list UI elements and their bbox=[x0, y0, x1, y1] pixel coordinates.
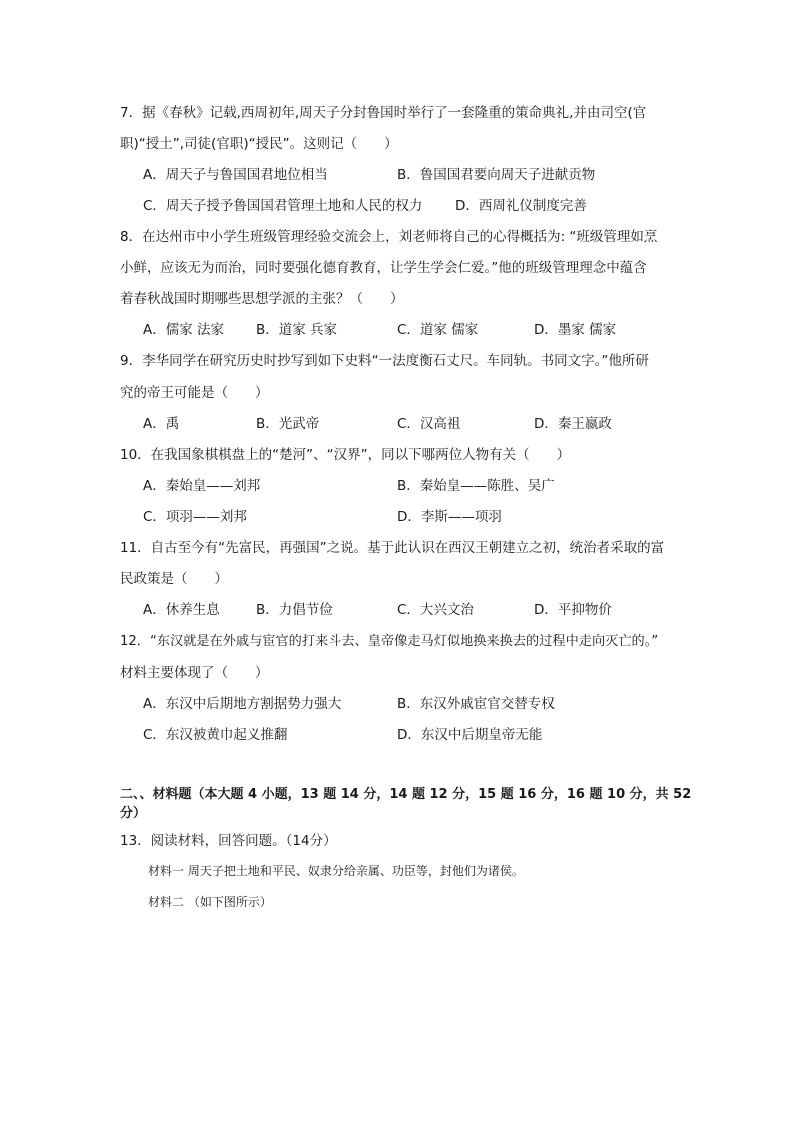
q9-stem-line1: 9．李华同学在研究历史时抄写到如下史料“一法度衡石丈尺。车同轨。书同文字。”他所研 bbox=[120, 353, 649, 369]
q11-option-c: C．大兴文治 bbox=[397, 602, 474, 618]
q9-option-c: C．汉高祖 bbox=[397, 416, 461, 432]
q13-title: 13．阅读材料，回答问题。（14分） bbox=[120, 833, 337, 849]
q7-option-b: B．鲁国国君要向周天子进献贡物 bbox=[397, 167, 596, 183]
q7-stem-line2: 职)“授土”,司徒(官职)“授民”。这则记（ ） bbox=[120, 136, 398, 152]
q10-option-a: A．秦始皇——刘邦 bbox=[143, 478, 261, 494]
q8-option-b: B．道家 兵家 bbox=[256, 322, 338, 338]
q11-option-d: D．平抑物价 bbox=[534, 602, 612, 618]
q11-option-b: B．力倡节俭 bbox=[256, 602, 333, 618]
q12-option-b: B．东汉外戚宦官交替专权 bbox=[397, 696, 555, 712]
q12-option-a: A．东汉中后期地方割据势力强大 bbox=[143, 696, 342, 712]
q8-option-d: D．墨家 儒家 bbox=[534, 322, 617, 338]
q12-option-c: C．东汉被黄巾起义推翻 bbox=[143, 727, 288, 743]
q9-stem-line2: 究的帝王可能是（ ） bbox=[120, 385, 269, 401]
q11-stem-line2: 民政策是（ ） bbox=[120, 571, 228, 587]
q12-option-d: D．东汉中后期皇帝无能 bbox=[397, 727, 543, 743]
q8-option-a: A．儒家 法家 bbox=[143, 322, 225, 338]
q7-option-a: A．周天子与鲁国国君地位相当 bbox=[143, 167, 328, 183]
q7-stem-line1: 7．据《春秋》记载,西周初年,周天子分封鲁国时举行了一套隆重的策命典礼,并由司空(官 bbox=[120, 105, 647, 121]
q10-option-d: D．李斯——项羽 bbox=[397, 509, 502, 525]
q8-stem-line2: 小鲜，应该无为而治，同时要强化德育教育，让学生学会仁爱。”他的班级管理理念中蕴含 bbox=[120, 260, 647, 276]
q13-material-one: 材料一 周天子把土地和平民、奴隶分给亲属、功臣等，封他们为诸侯。 bbox=[148, 864, 524, 878]
q13-material-two: 材料二 （如下图所示） bbox=[148, 895, 272, 909]
q9-option-a: A．禹 bbox=[143, 416, 180, 432]
section2-heading-line2: 分） bbox=[120, 806, 147, 821]
q8-stem-line3: 着春秋战国时期哪些思想学派的主张？（ ） bbox=[120, 291, 404, 307]
q10-option-c: C．项羽——刘邦 bbox=[143, 509, 247, 525]
q10-option-b: B．秦始皇——陈胜、吴广 bbox=[397, 478, 555, 494]
q11-stem-line1: 11．自古至今有“先富民，再强国”之说。基于此认识在西汉王朝建立之初，统治者采取的富 bbox=[120, 540, 665, 556]
q7-option-c: C．周天子授予鲁国国君管理土地和人民的权力 bbox=[143, 198, 423, 214]
q8-option-c: C．道家 儒家 bbox=[397, 322, 479, 338]
q10-stem-line1: 10．在我国象棋棋盘上的“楚河”、“汉界”，同以下哪两位人物有关（ ） bbox=[120, 447, 571, 463]
q12-stem-line1: 12．“东汉就是在外戚与宦官的打来斗去、皇帝像走马灯似地换来换去的过程中走向灭亡的。” bbox=[120, 634, 659, 649]
q9-option-b: B．光武帝 bbox=[256, 416, 320, 432]
q9-option-d: D．秦王嬴政 bbox=[534, 416, 612, 432]
q11-option-a: A．休养生息 bbox=[143, 602, 220, 618]
q12-stem-line2: 材料主要体现了（ ） bbox=[120, 665, 269, 681]
q7-option-d: D．西周礼仪制度完善 bbox=[455, 198, 587, 214]
q8-stem-line1: 8．在达州市中小学生班级管理经验交流会上，刘老师将自己的心得概括为: “班级管理如烹 bbox=[120, 229, 658, 245]
section2-heading-line1: 二、、材料题（本大题 4 小题，13 题 14 分，14 题 12 分，15 题 16 分，16 题 10 分，共 52 bbox=[120, 787, 692, 802]
